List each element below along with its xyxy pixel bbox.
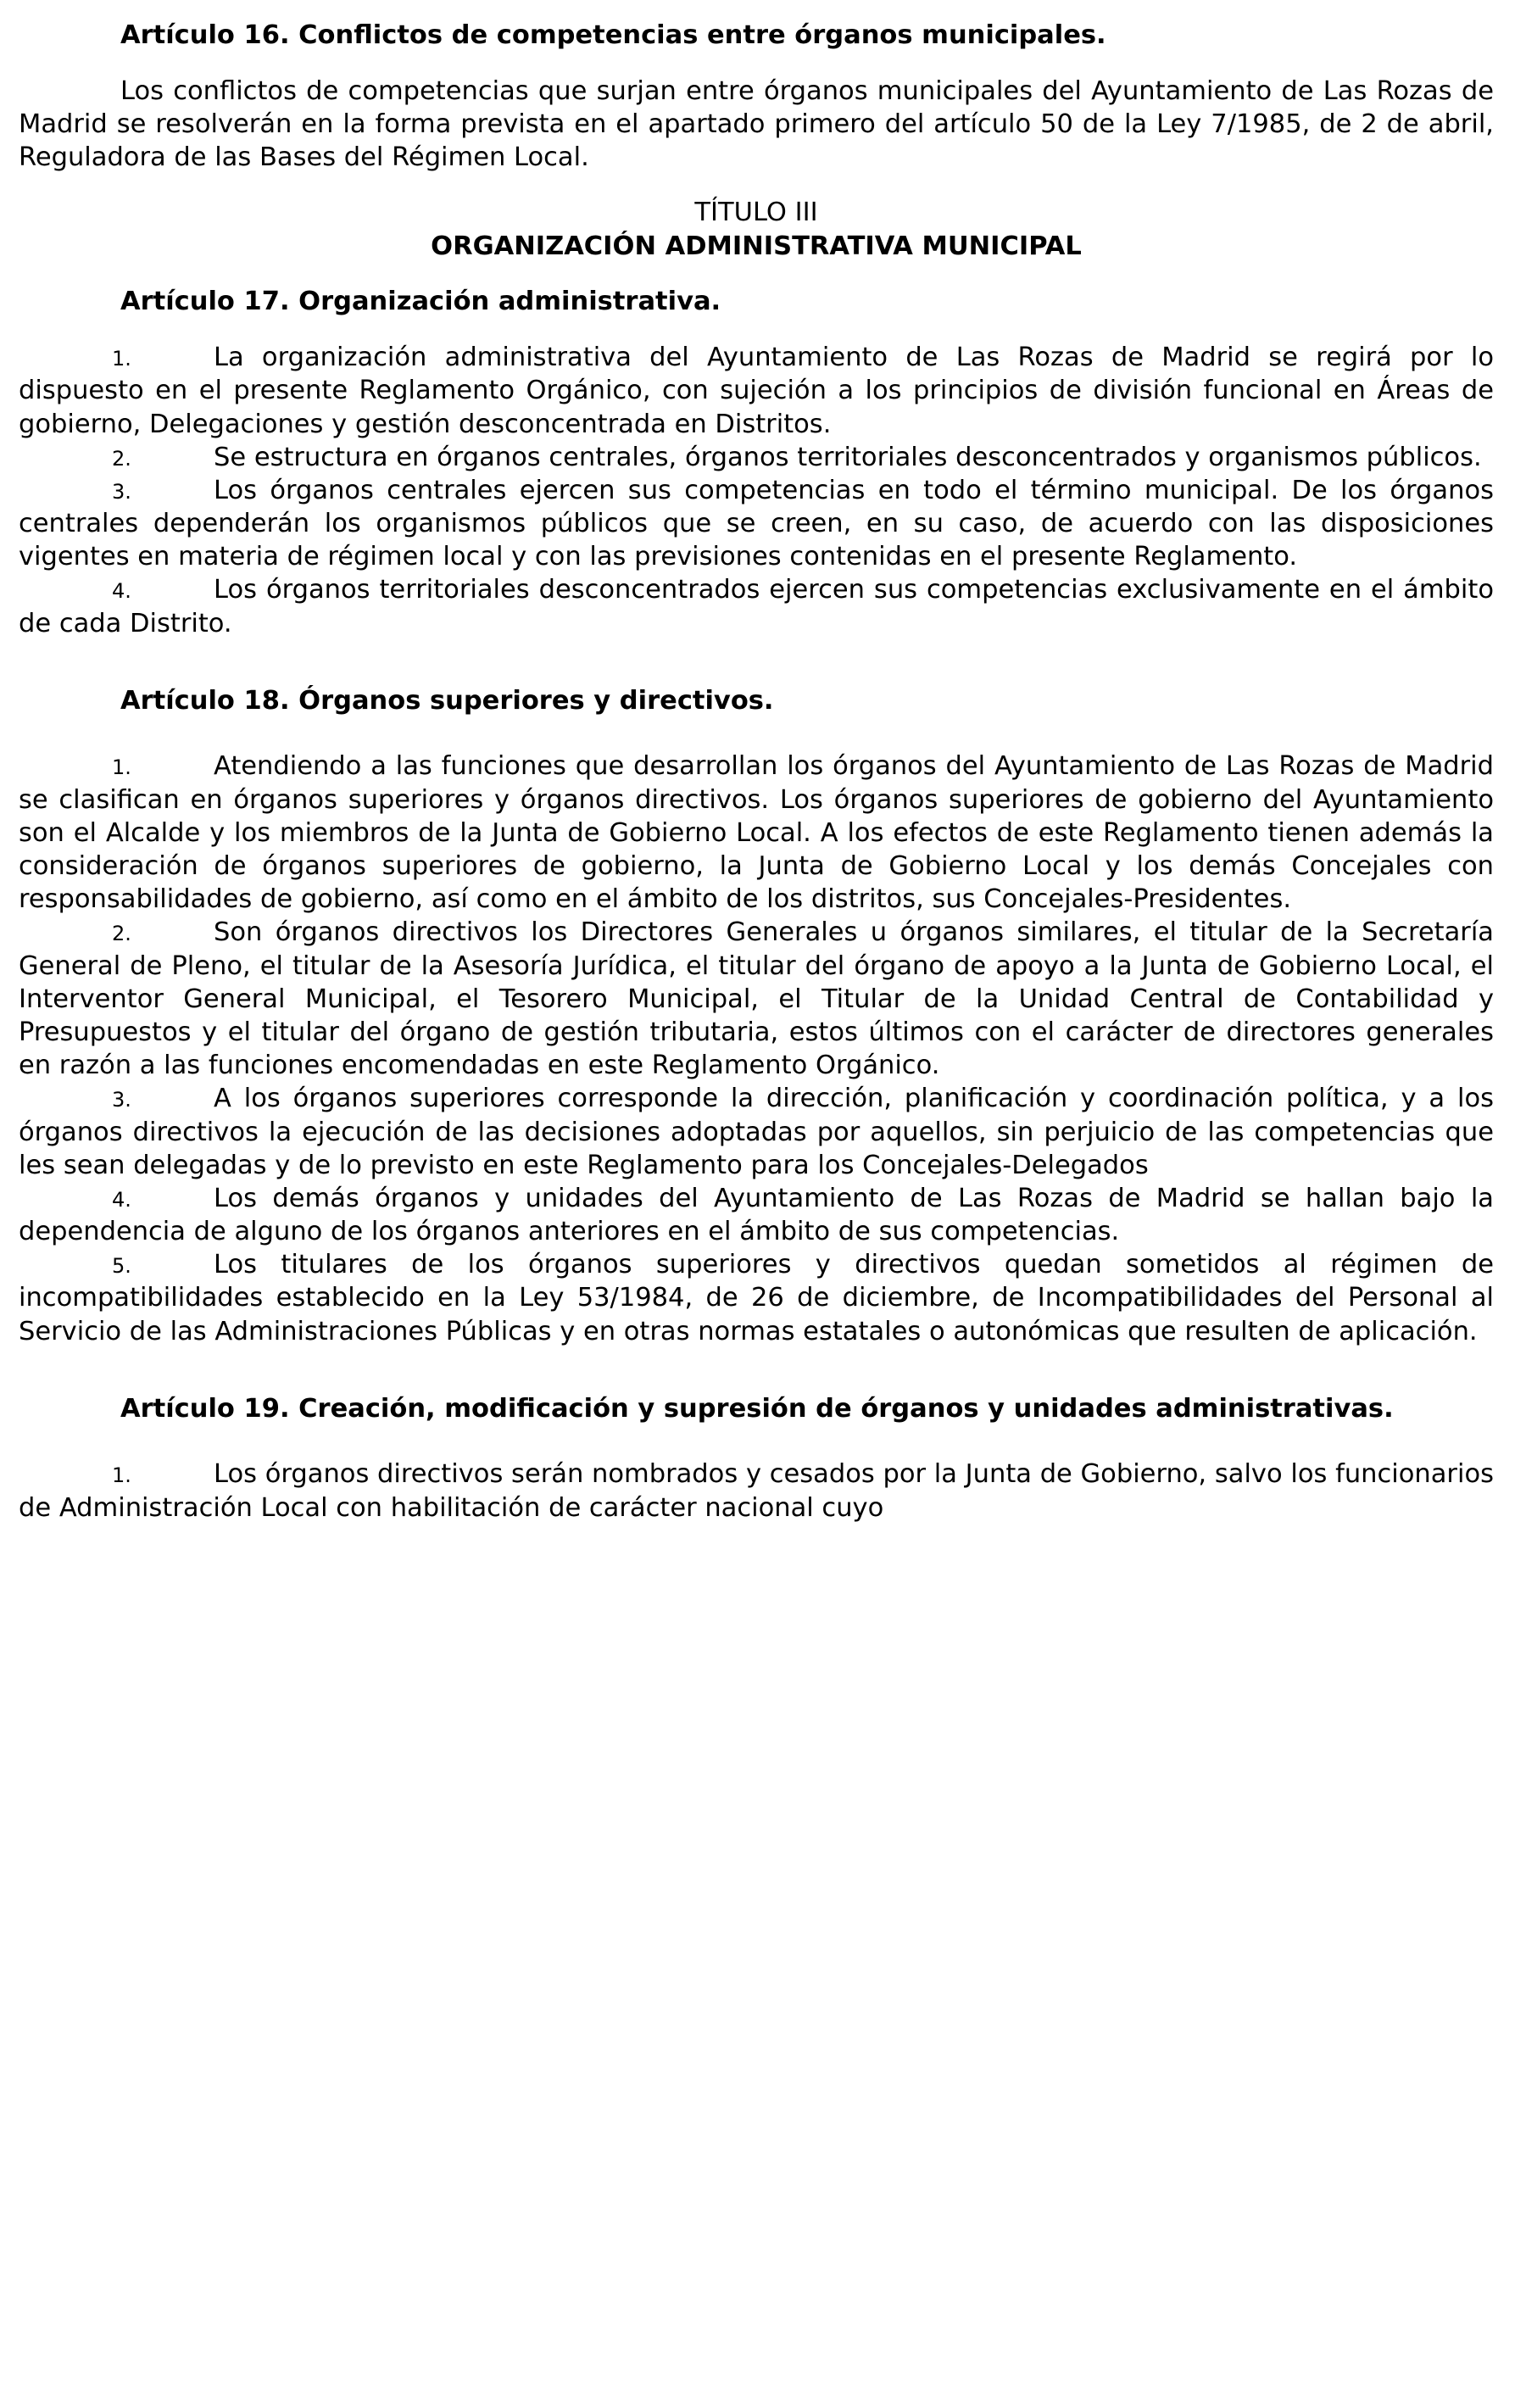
item-number: 1. [112, 755, 131, 780]
item-number: 2. [112, 446, 131, 471]
item-number: 1. [112, 1463, 131, 1488]
item-number: 3. [112, 479, 131, 504]
item-number: 4. [112, 1187, 131, 1212]
item-number: 4. [112, 579, 131, 604]
item-text: Los órganos territoriales desconcentrados ejercen sus competencias exclusivamente en el ámbito de cada Distrito. [19, 575, 1494, 638]
article-18-item-2 [19, 916, 1494, 1082]
article-17-item-1 [19, 341, 1494, 441]
article-18-item-3 [19, 1082, 1494, 1182]
spacer [19, 263, 1494, 285]
item-number: 3. [112, 1088, 131, 1112]
spacer [19, 319, 1494, 341]
title-3-number: TÍTULO III [694, 198, 818, 228]
article-17-item-4 [19, 573, 1494, 639]
article-18-item-4 [19, 1182, 1494, 1248]
item-number: 5. [112, 1254, 131, 1279]
spacer [19, 174, 1494, 196]
title-3-block [19, 196, 1494, 263]
document-body [19, 19, 1494, 1525]
item-number: 1. [112, 347, 131, 371]
article-17-heading: Artículo 17. Organización administrativa. [120, 287, 721, 317]
article-16-paragraph: Los conflictos de competencias que surjan entre órganos municipales del Ayuntamiento de Las Rozas de Madrid se resolverán en la forma prevista en el apartado primero del artículo 50 de la Ley 7/1985, de 2 de abril, Reguladora de las Bases del Régimen Local. [19, 75, 1494, 173]
item-text: Los titulares de los órganos superiores y directivos quedan sometidos al régimen de incompatibilidades establecido en la Ley 53/1984, de 26 de diciembre, de Incompatibilidades del Personal al Servicio de las Administraciones Públicas y en otras normas estatales o autonómicas que resulten de aplicación. [19, 1250, 1494, 1346]
item-text: Son órganos directivos los Directores Generales u órganos similares, el titular de la Secretaría General de Pleno, el titular de la Asesoría Jurídica, el titular del órgano de apoyo a la Junta de Gobierno Local, el Interventor General Municipal, el Tesorero Municipal, el Titular de la Unidad Central de Contabilidad y Presupuestos y el titular del órgano de gestión tributaria, estos últimos con el carácter de directores generales en razón a las funciones encomendadas en este Reglamento Orgánico. [19, 917, 1494, 1081]
article-18-item-5 [19, 1248, 1494, 1348]
article-19-heading: Artículo 19. Creación, modificación y supresión de órganos y unidades administrativas. [120, 1393, 1394, 1424]
article-18-heading: Artículo 18. Órganos superiores y directivos. [120, 685, 774, 716]
article-18-item-1 [19, 750, 1494, 916]
article-19-item-1 [19, 1458, 1494, 1524]
spacer [19, 1425, 1494, 1458]
article-17-item-3 [19, 474, 1494, 574]
item-text: Atendiendo a las funciones que desarrollan los órganos del Ayuntamiento de Las Rozas de Madrid se clasifican en órganos superiores y órganos directivos. Los órganos superiores de gobierno del Ayuntamiento son el Alcalde y los miembros de la Junta de Gobierno Local. A los efectos de este Reglamento tienen además la consideración de órganos superiores de gobierno, la Junta de Gobierno Local y los demás Concejales con responsabilidades de gobierno, así como en el ámbito de los distritos, sus Concejales-Presidentes. [19, 751, 1494, 915]
item-text: Se estructura en órganos centrales, órganos territoriales desconcentrados y organismos públicos. [214, 442, 1482, 472]
item-text: La organización administrativa del Ayuntamiento de Las Rozas de Madrid se regirá por lo dispuesto en el presente Reglamento Orgánico, con sujeción a los principios de división funcional en Áreas de gobierno, Delegaciones y gestión desconcentrada en Distritos. [19, 343, 1494, 439]
item-number: 2. [112, 922, 131, 946]
spacer [19, 53, 1494, 75]
title-3-name: ORGANIZACIÓN ADMINISTRATIVA MUNICIPAL [431, 231, 1082, 261]
item-text: A los órganos superiores corresponde la dirección, planificación y coordinación política, y a los órganos directivos la ejecución de las decisiones adoptadas por aquellos, sin perjuicio de las competencias que les sean delegadas y de lo previsto en este Reglamento para los Concejales-Delegados [19, 1084, 1494, 1180]
item-text: Los órganos directivos serán nombrados y cesados por la Junta de Gobierno, salvo los funcionarios de Administración Local con habilitación de carácter nacional cuyo [19, 1459, 1494, 1523]
spacer [19, 640, 1494, 684]
article-16-heading: Artículo 16. Conflictos de competencias entre órganos municipales. [120, 20, 1106, 50]
item-text: Los órganos centrales ejercen sus competencias en todo el término municipal. De los órganos centrales dependerán los organismos públicos que se creen, en su caso, de acuerdo con las disposiciones vigentes en materia de régimen local y con las previsiones contenidas en el presente Reglamento. [19, 475, 1494, 572]
spacer [19, 717, 1494, 750]
spacer [19, 1348, 1494, 1392]
item-text: Los demás órganos y unidades del Ayuntamiento de Las Rozas de Madrid se hallan bajo la dependencia de alguno de los órganos anteriores en el ámbito de sus competencias. [19, 1183, 1494, 1247]
article-17-item-2 [19, 441, 1494, 474]
